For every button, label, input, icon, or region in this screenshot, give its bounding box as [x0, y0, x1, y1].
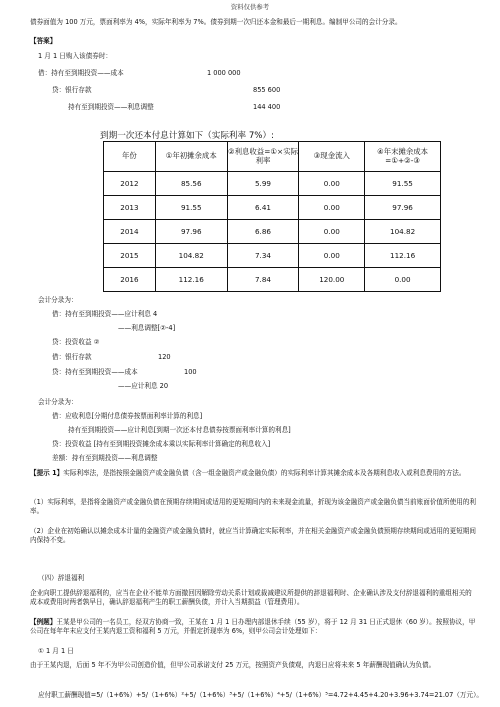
amortization-table: [103, 141, 441, 292]
credit-income-line: 贷：投资收益 ②: [52, 338, 100, 346]
paragraph-2: （2）企业在初始确认以摊余成本计量的金融资产或金融负债时，就应当计算确定实际利率，并在相关金融资产或金融负债预期存续期间或适用的更短期间内保持不变。: [30, 527, 476, 544]
table-cell: 91.55: [155, 196, 227, 220]
credit-bank-line: 贷：银行存款: [52, 86, 92, 94]
credit-adjust-line: 持有至到期投资——利息调整: [68, 103, 154, 111]
purchase-line: 1 月 1 日购入该债券时：: [38, 52, 113, 60]
formula-line: 应付职工薪酬现值=5/（1+6%）+5/（1+6%）²+5/（1+6%）³+5/（1+6%）⁴+5/（1+6%）⁵=4.72+4.45+4.20+3.96+3.74=21.07（万元）。: [38, 691, 483, 699]
table-cell: 2015: [104, 244, 156, 268]
table-cell: 0.00: [365, 268, 441, 292]
table-row: [104, 196, 441, 220]
entry-heading: 会计分录为：: [38, 296, 78, 304]
credit-cost-line: 贷：持有至到期投资——成本: [52, 368, 138, 376]
table-cell: 112.16: [155, 268, 227, 292]
debit-accrued-line: 持有至到期投资——应计利息[到期一次还本付息债券按票面利率计算的利息]: [68, 426, 291, 434]
page-header: 资料仅供参考: [230, 3, 270, 11]
table-header-cell: ①年初摊余成本: [155, 142, 227, 172]
difference-line: 差额：持有至到期投资——利息调整: [52, 454, 158, 462]
table-header-cell: ②利息收益=①×实际利率: [227, 142, 299, 172]
table-cell: 0.00: [299, 244, 365, 268]
paragraph-3: 企业向职工提供辞退福利的，应当在企业不能单方面撤回因解除劳动关系计划或裁减建议所提供的辞退福利时、企业确认涉及支付辞退福利的重组相关的成本或费用时两者孰早日，确认辞退福利产生的职工薪酬负债，并计入当期损益（管理费用）。: [30, 589, 472, 606]
table-header-cell: ④年末摊余成本=①+②-③: [365, 142, 441, 172]
table-cell: 2014: [104, 220, 156, 244]
table-cell: 2016: [104, 268, 156, 292]
tip-label: 【提示 1】: [30, 469, 64, 477]
table-cell: 7.84: [227, 268, 299, 292]
debit-cost-line: 借：持有至到期投资——成本: [38, 69, 124, 77]
table-header-row: [104, 142, 441, 172]
table-cell: 104.82: [365, 220, 441, 244]
accrued-interest-line: ——应计利息 20: [118, 382, 169, 390]
table-cell: 112.16: [365, 244, 441, 268]
answer-label: 【答案】: [30, 37, 57, 45]
table-cell: 0.00: [299, 220, 365, 244]
intro-line: 债券面值为 100 万元，票面利率为 4%，实际年利率为 7%。债券到期一次归还本金和最后一期利息。编制甲公司的会计分录。: [30, 18, 402, 26]
table-cell: 5.99: [227, 172, 299, 196]
table-header-cell: ③现金流入: [299, 142, 365, 172]
table-cell: 97.96: [155, 220, 227, 244]
table-cell: 120.00: [299, 268, 365, 292]
table-cell: 97.96: [365, 196, 441, 220]
table-row: [104, 172, 441, 196]
tip-text: 实际利率法，是指按照金融资产或金融负债（含一组金融资产或金融负债）的实际利率计算其摊余成本及各期利息收入或利息费用的方法。: [63, 469, 466, 477]
table-cell: 2012: [104, 172, 156, 196]
table-caption: 到期一次还本付息计算如下（实际利率 7%）:: [100, 131, 274, 141]
credit-bank-amount: 855 600: [253, 86, 281, 94]
credit-income-line-2: 贷：投资收益 [持有至到期投资摊余成本乘以实际利率计算确定的利息收入]: [52, 440, 271, 448]
example-paragraph: [30, 618, 476, 636]
entry-heading-2: 会计分录为：: [38, 398, 78, 406]
debit-interest-line: 借：持有至到期投资——应计利息 4: [52, 310, 158, 318]
step-1-heading: ① 1 月 1 日: [38, 647, 74, 655]
table-cell: 85.56: [155, 172, 227, 196]
credit-cost-amount: 100: [184, 368, 197, 376]
table-cell: 2013: [104, 196, 156, 220]
debit-bank-amount: 120: [158, 353, 171, 361]
table-row: [104, 244, 441, 268]
example-text: 王某是甲公司的一名员工，经双方协商一致，王某在 1 月 1 日办理内部退休手续（55 岁），将于 12 月 31 日正式退休（60 岁）。按照协议，甲公司在每年年末应支付王某内退工资和福利 5 万元，并假定折现率为 6%，则甲公司会计处理如下：: [30, 618, 476, 635]
credit-adjust-amount: 144 400: [253, 103, 281, 111]
table-row: [104, 220, 441, 244]
table-cell: 6.86: [227, 220, 299, 244]
table-cell: 104.82: [155, 244, 227, 268]
debit-bank-line: 借：银行存款: [52, 353, 92, 361]
table-cell: 91.55: [365, 172, 441, 196]
debit-cost-amount: 1 000 000: [207, 69, 241, 77]
table-cell: 6.41: [227, 196, 299, 220]
table-row: [104, 268, 441, 292]
paragraph-4: 由于王某内退，后面 5 年不为甲公司创造价值，但甲公司承诺支付 25 万元，按照资产负债观，内退日应将未来 5 年薪酬现值确认为负债。: [30, 661, 436, 669]
paragraph-1: （1）实际利率，是指将金融资产或金融负债在预期存续期间或适用的更短期间内的未来现金流量，折现为该金融资产或金融负债当前账面价值所使用的利率。: [30, 498, 476, 515]
table-header-cell: 年份: [104, 142, 156, 172]
table-cell: 7.34: [227, 244, 299, 268]
debit-receivable-line: 借：应收利息[分期付息债券按票面利率计算的利息]: [52, 412, 203, 420]
table-cell: 0.00: [299, 196, 365, 220]
table-cell: 0.00: [299, 172, 365, 196]
tip-paragraph: [30, 469, 476, 478]
section-heading: （四）辞退福利: [38, 574, 85, 582]
adjust-line: ——利息调整[②-4]: [118, 324, 176, 332]
example-label: 【例题】: [30, 618, 57, 626]
